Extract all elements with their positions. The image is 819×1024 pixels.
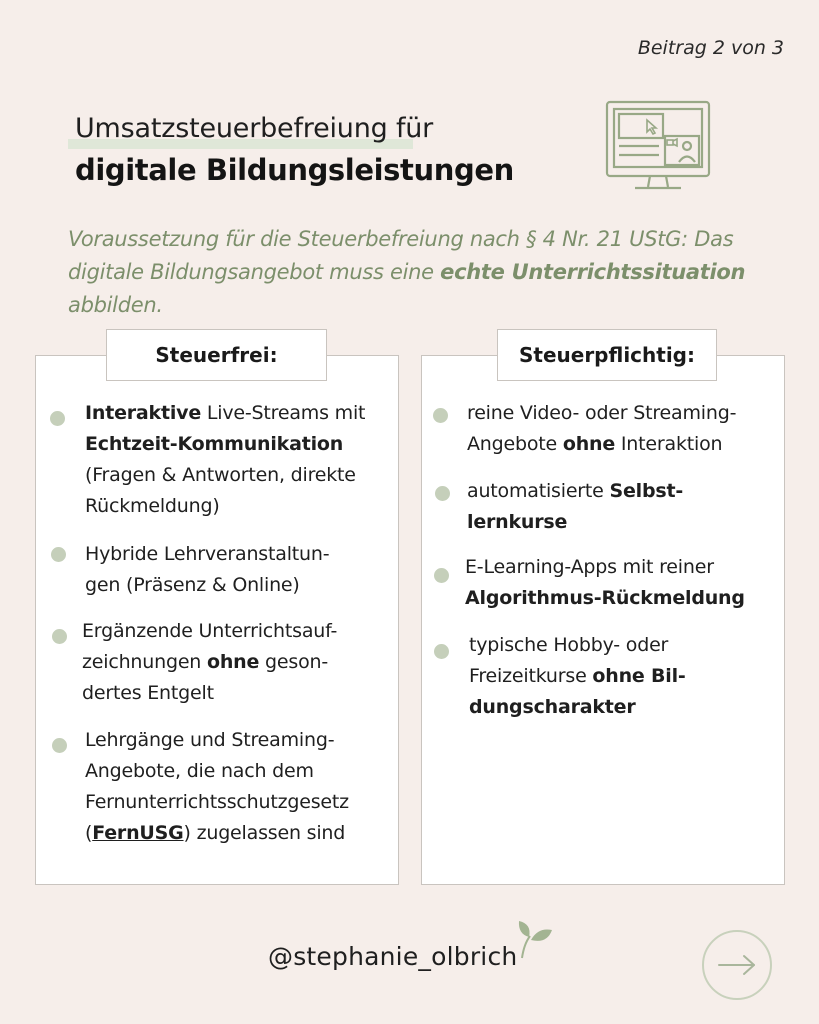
leaf-sprout-icon [516, 918, 556, 960]
taxable-item-3: E-Learning-Apps mit reiner Algorithmus-Rückmeldung [465, 556, 745, 609]
fernusg-link[interactable]: FernUSG [92, 822, 184, 844]
intro-text: Voraussetzung für die Steuerbefreiung nach § 4 Nr. 21 UStG: Das digitale Bildungsangebot muss eine echte Unterrichtssituation abbilden. [68, 227, 746, 317]
page-title-line2: digitale Bildungsleistungen [75, 153, 514, 187]
monitor-video-lesson-icon [603, 98, 713, 196]
tax-free-item-2: Hybride Lehrveranstaltun- gen (Präsenz & Online) [85, 543, 330, 596]
arrow-right-icon [717, 954, 757, 976]
bullet-dot [51, 547, 66, 562]
bullet-dot [52, 629, 67, 644]
intro-emphasis: echte Unterrichtssituation [440, 260, 746, 284]
taxable-header: Steuerpflichtig: [497, 329, 717, 381]
next-button[interactable] [702, 930, 772, 1000]
bullet-dot [52, 738, 67, 753]
page-title-line1: Umsatzsteuerbefreiung für [75, 113, 434, 144]
tax-free-item-3: Ergänzende Unterrichtsauf- zeichnungen ohne geson- dertes Entgelt [82, 620, 338, 704]
bullet-dot [433, 408, 448, 423]
taxable-item-4: typische Hobby- oder Freizeitkurse ohne Bil- dungscharakter [469, 634, 686, 718]
bullet-dot [434, 644, 449, 659]
bullet-dot [434, 568, 449, 583]
page-counter: Beitrag 2 von 3 [637, 37, 784, 59]
tax-free-header: Steuerfrei: [106, 329, 327, 381]
taxable-item-1: reine Video- oder Streaming- Angebote ohne Interaktion [467, 402, 737, 455]
tax-free-item-1: Interaktive Live-Streams mit Echtzeit-Kommunikation (Fragen & Antworten, direkte Rückmeldung) [85, 402, 366, 517]
tax-free-item-4: Lehrgänge und Streaming- Angebote, die nach dem Fernunterrichtsschutzgesetz (FernUSG) zugelassen sind [85, 729, 349, 844]
bullet-dot [435, 486, 450, 501]
taxable-item-2: automatisierte Selbst- lernkurse [467, 480, 684, 533]
author-handle: @stephanie_olbrich [268, 942, 518, 971]
bullet-dot [50, 411, 65, 426]
